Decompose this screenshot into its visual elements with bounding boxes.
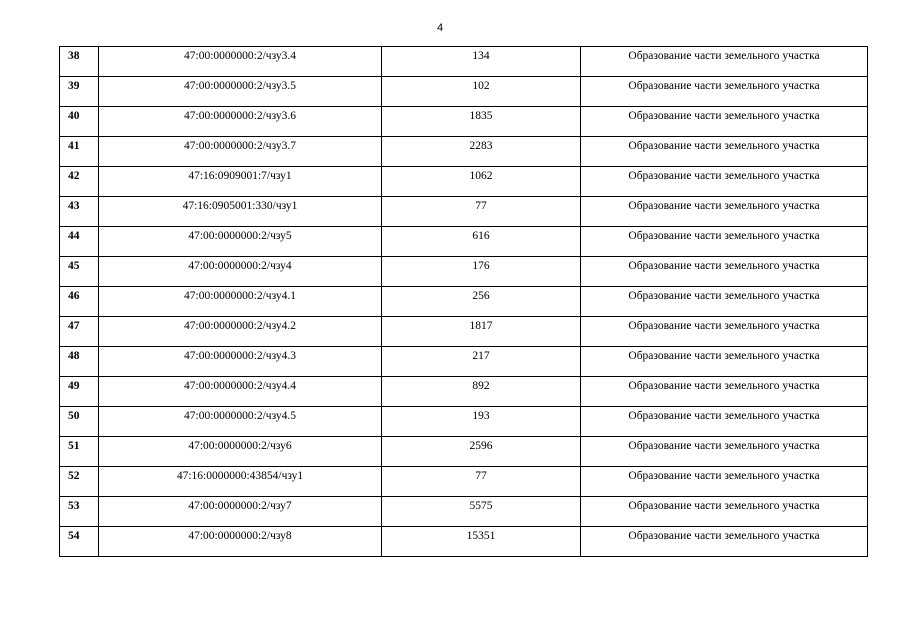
description-cell: Образование части земельного участка [581,107,868,137]
cadastral-number-cell: 47:00:0000000:2/чзу3.4 [99,47,382,77]
row-number-cell: 38 [60,47,99,77]
area-cell: 217 [382,347,581,377]
row-number-cell: 41 [60,137,99,167]
area-cell: 77 [382,197,581,227]
area-cell: 2596 [382,437,581,467]
area-cell: 193 [382,407,581,437]
area-cell: 134 [382,47,581,77]
row-number-cell: 46 [60,287,99,317]
area-cell: 256 [382,287,581,317]
cadastral-number-cell: 47:16:0905001:330/чзу1 [99,197,382,227]
area-cell: 15351 [382,527,581,557]
table-row [60,167,868,197]
description-cell: Образование части земельного участка [581,437,868,467]
area-cell: 176 [382,257,581,287]
description-cell: Образование части земельного участка [581,347,868,377]
table-row [60,467,868,497]
area-cell: 1062 [382,167,581,197]
row-number-cell: 44 [60,227,99,257]
cadastral-number-cell: 47:00:0000000:2/чзу5 [99,227,382,257]
description-cell: Образование части земельного участка [581,197,868,227]
description-cell: Образование части земельного участка [581,227,868,257]
table-row [60,317,868,347]
cadastral-number-cell: 47:00:0000000:2/чзу4.2 [99,317,382,347]
description-cell: Образование части земельного участка [581,467,868,497]
row-number-cell: 40 [60,107,99,137]
area-cell: 77 [382,467,581,497]
description-cell: Образование части земельного участка [581,497,868,527]
cadastral-number-cell: 47:00:0000000:2/чзу4.5 [99,407,382,437]
row-number-cell: 51 [60,437,99,467]
table-row [60,227,868,257]
row-number-cell: 39 [60,77,99,107]
description-cell: Образование части земельного участка [581,257,868,287]
description-cell: Образование части земельного участка [581,77,868,107]
cadastral-number-cell: 47:00:0000000:2/чзу4.4 [99,377,382,407]
row-number-cell: 54 [60,527,99,557]
area-cell: 5575 [382,497,581,527]
cadastral-number-cell: 47:00:0000000:2/чзу4 [99,257,382,287]
parcels-table [59,46,868,557]
row-number-cell: 43 [60,197,99,227]
table-row [60,407,868,437]
cadastral-number-cell: 47:00:0000000:2/чзу3.7 [99,137,382,167]
description-cell: Образование части земельного участка [581,317,868,347]
table-row [60,437,868,467]
row-number-cell: 49 [60,377,99,407]
description-cell: Образование части земельного участка [581,407,868,437]
cadastral-number-cell: 47:00:0000000:2/чзу4.3 [99,347,382,377]
table-row [60,257,868,287]
area-cell: 102 [382,77,581,107]
table-row [60,137,868,167]
parcels-table-body [60,47,868,557]
page-number: 4 [436,22,444,34]
row-number-cell: 48 [60,347,99,377]
row-number-cell: 52 [60,467,99,497]
cadastral-number-cell: 47:00:0000000:2/чзу7 [99,497,382,527]
table-row [60,197,868,227]
row-number-cell: 50 [60,407,99,437]
area-cell: 1835 [382,107,581,137]
cadastral-number-cell: 47:00:0000000:2/чзу4.1 [99,287,382,317]
table-row [60,527,868,557]
cadastral-number-cell: 47:00:0000000:2/чзу3.6 [99,107,382,137]
cadastral-number-cell: 47:00:0000000:2/чзу8 [99,527,382,557]
cadastral-number-cell: 47:00:0000000:2/чзу3.5 [99,77,382,107]
description-cell: Образование части земельного участка [581,527,868,557]
row-number-cell: 42 [60,167,99,197]
row-number-cell: 53 [60,497,99,527]
row-number-cell: 47 [60,317,99,347]
cadastral-number-cell: 47:16:0000000:43854/чзу1 [99,467,382,497]
area-cell: 892 [382,377,581,407]
table-row [60,347,868,377]
description-cell: Образование части земельного участка [581,137,868,167]
description-cell: Образование части земельного участка [581,47,868,77]
area-cell: 2283 [382,137,581,167]
cadastral-number-cell: 47:00:0000000:2/чзу6 [99,437,382,467]
cadastral-number-cell: 47:16:0909001:7/чзу1 [99,167,382,197]
table-row [60,107,868,137]
table-row [60,287,868,317]
description-cell: Образование части земельного участка [581,377,868,407]
table-row [60,497,868,527]
description-cell: Образование части земельного участка [581,167,868,197]
table-row [60,77,868,107]
table-row [60,377,868,407]
area-cell: 616 [382,227,581,257]
row-number-cell: 45 [60,257,99,287]
description-cell: Образование части земельного участка [581,287,868,317]
area-cell: 1817 [382,317,581,347]
table-row [60,47,868,77]
